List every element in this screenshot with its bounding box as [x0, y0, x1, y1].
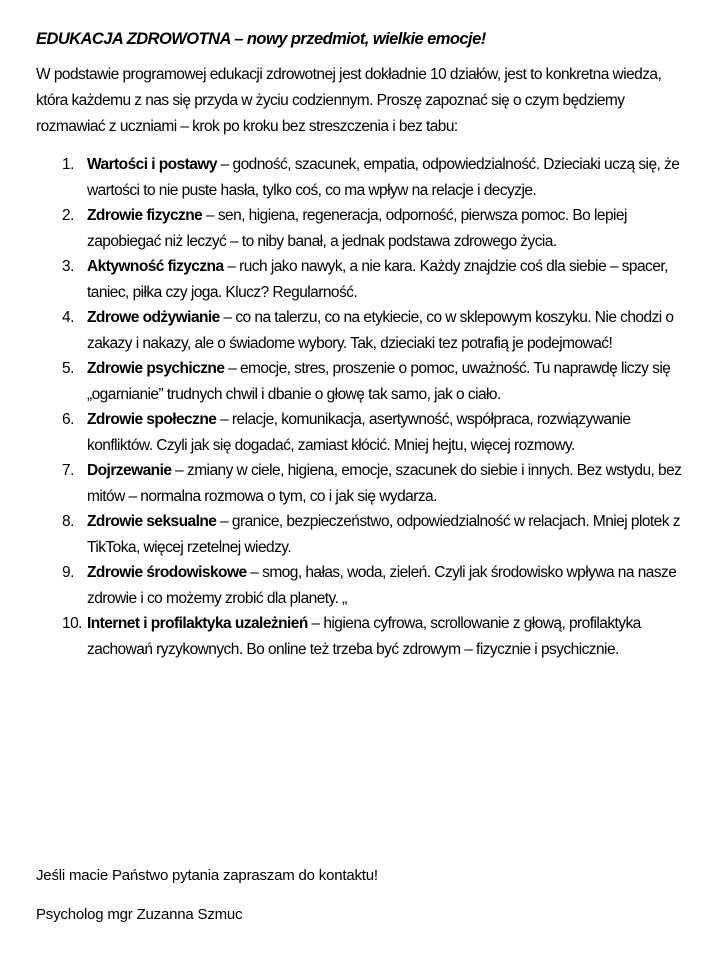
topic-number: 6.: [62, 411, 74, 428]
topic-item: [36, 254, 686, 305]
signature: Psycholog mgr Zuzanna Szmuc: [36, 906, 243, 923]
topic-number: 9.: [62, 564, 74, 581]
topic-description: – relacje, komunikacja, asertywność, współpraca, rozwiązywanie konfliktów. Czyli jak się dogadać, zamiast kłócić. Mniej hejtu, więcej rozmowy.: [87, 411, 631, 454]
topic-description: – godność, szacunek, empatia, odpowiedzialność. Dzieciaki uczą się, że wartości to nie puste hasła, tylko coś, co ma wpływ na relacje i decyzje.: [87, 156, 680, 199]
topic-description: – granice, bezpieczeństwo, odpowiedzialność w relacjach. Mniej plotek z TikToka, więcej rzetelnej wiedzy.: [87, 513, 680, 556]
document-title: EDUKACJA ZDROWOTNA – nowy przedmiot, wielkie emocje!: [36, 30, 486, 48]
topic-item: [36, 509, 686, 560]
topic-name: Zdrowie fizyczne: [87, 207, 203, 224]
topic-item: [36, 458, 686, 509]
topic-description: – higiena cyfrowa, scrollowanie z głową, profilaktyka zachowań ryzykownych. Bo online też trzeba być zdrowym – fizycznie i psychicznie.: [87, 615, 641, 658]
topic-item: [36, 407, 686, 458]
intro-paragraph: W podstawie programowej edukacji zdrowotnej jest dokładnie 10 działów, jest to konkretna wiedza, która każdemu z nas się przyda w życiu codziennym. Proszę zapoznać się o czym będziemy rozmawiać z uczniami – krok po kroku bez streszczenia i bez tabu:: [36, 66, 662, 135]
topic-name: Aktywność fizyczna: [87, 258, 224, 275]
topic-name: Zdrowie seksualne: [87, 513, 217, 530]
topic-description: – emocje, stres, proszenie o pomoc, uważność. Tu naprawdę liczy się „ogarnianie” trudnych chwil i dbanie o głowę tak samo, jak o ciało.: [87, 360, 671, 403]
topic-number: 3.: [62, 258, 74, 275]
document-body: [36, 26, 686, 662]
topic-description: – sen, higiena, regeneracja, odporność, pierwsza pomoc. Bo lepiej zapobiegać niż leczyć – to niby banał, a jednak podstawa zdrowego życia.: [87, 207, 627, 250]
topic-name: Wartości i postawy: [87, 156, 217, 173]
topic-list: [36, 152, 686, 662]
topic-number: 1.: [62, 156, 74, 173]
topic-item: [36, 560, 686, 611]
topic-number: 8.: [62, 513, 74, 530]
topic-item: [36, 152, 686, 203]
topic-name: Zdrowie środowiskowe: [87, 564, 247, 581]
topic-name: Dojrzewanie: [87, 462, 172, 479]
topic-description: – ruch jako nawyk, a nie kara. Każdy znajdzie coś dla siebie – spacer, taniec, piłka czy joga. Klucz? Regularność.: [87, 258, 668, 301]
topic-description: – co na talerzu, co na etykiecie, co w sklepowym koszyku. Nie chodzi o zakazy i nakazy, ale o świadome wybory. Tak, dzieciaki tez potrafią je podejmować!: [87, 309, 674, 352]
topic-name: Internet i profilaktyka uzależnień: [87, 615, 308, 632]
closing-line: Jeśli macie Państwo pytania zapraszam do kontaktu!: [36, 867, 378, 884]
topic-description: – smog, hałas, woda, zieleń. Czyli jak środowisko wpływa na nasze zdrowie i co możemy zrobić dla planety. „: [87, 564, 677, 607]
topic-number: 10.: [62, 615, 82, 632]
topic-name: Zdrowe odżywianie: [87, 309, 220, 326]
topic-number: 4.: [62, 309, 74, 326]
topic-name: Zdrowie psychiczne: [87, 360, 225, 377]
topic-number: 5.: [62, 360, 74, 377]
topic-name: Zdrowie społeczne: [87, 411, 217, 428]
topic-item: [36, 356, 686, 407]
topic-description: – zmiany w ciele, higiena, emocje, szacunek do siebie i innych. Bez wstydu, bez mitów – normalna rozmowa o tym, co i jak się wydarza.: [87, 462, 682, 505]
topic-number: 2.: [62, 207, 74, 224]
topic-item: [36, 305, 686, 356]
topic-number: 7.: [62, 462, 74, 479]
topic-item: [36, 203, 686, 254]
topic-item: [36, 611, 686, 662]
